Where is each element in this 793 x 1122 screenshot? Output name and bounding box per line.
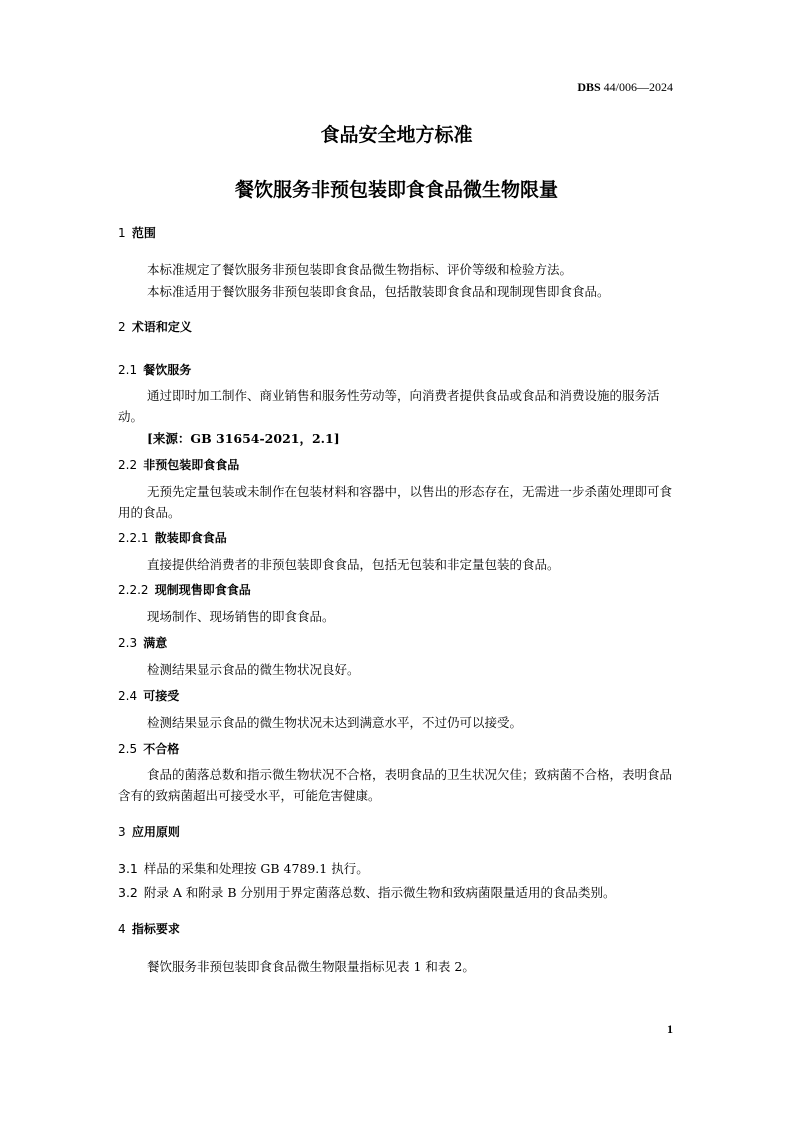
paragraph: 本标准适用于餐饮服务非预包装即食食品，包括散装即食食品和现制现售即食食品。 bbox=[147, 284, 610, 299]
page-number: 1 bbox=[667, 1022, 673, 1036]
section-number: 1 bbox=[118, 226, 126, 240]
section-number: 4 bbox=[118, 922, 126, 936]
section-title: 范围 bbox=[131, 226, 156, 240]
source-citation: [来源：GB 31654-2021，2.1] bbox=[147, 431, 340, 446]
section-title: 术语和定义 bbox=[131, 320, 192, 334]
standard-code-number: 44/006—2024 bbox=[600, 80, 673, 94]
section-number: 2 bbox=[118, 320, 126, 334]
section-number: 2.2 bbox=[118, 458, 138, 472]
section-title: 餐饮服务 bbox=[143, 363, 192, 377]
section-title: 应用原则 bbox=[131, 825, 180, 839]
section-title: 满意 bbox=[143, 636, 168, 650]
section-heading-4 bbox=[118, 920, 180, 937]
clause-text: 样品的采集和处理按 GB 4789.1 执行。 bbox=[143, 861, 369, 876]
paragraph: 餐饮服务非预包装即食食品微生物限量指标见表 1 和表 2。 bbox=[147, 959, 475, 974]
section-number: 2.4 bbox=[118, 689, 138, 703]
clause-3-2 bbox=[118, 882, 674, 903]
section-heading-2-2-1 bbox=[118, 529, 227, 546]
section-title: 指标要求 bbox=[131, 922, 180, 936]
paragraph: 检测结果显示食品的微生物状况良好。 bbox=[147, 662, 360, 677]
standard-code bbox=[577, 80, 673, 95]
section-heading-2-4 bbox=[118, 687, 179, 704]
section-heading-2-3 bbox=[118, 634, 167, 651]
section-heading-2-2 bbox=[118, 456, 239, 473]
section-heading-2 bbox=[118, 318, 192, 335]
paragraph: 无预先定量包装或未制作在包装材料和容器中，以售出的形态存在，无需进一步杀菌处理即可食用的食品。 bbox=[118, 484, 673, 520]
clause-number: 3.2 bbox=[118, 885, 138, 900]
section-number: 2.1 bbox=[118, 363, 138, 377]
section-number: 2.2.1 bbox=[118, 531, 149, 545]
section-heading-1 bbox=[118, 224, 156, 241]
section-title: 散装即食食品 bbox=[154, 531, 227, 545]
paragraph: 本标准规定了餐饮服务非预包装即食食品微生物指标、评价等级和检验方法。 bbox=[147, 262, 573, 277]
document-subtitle: 餐饮服务非预包装即食食品微生物限量 bbox=[234, 179, 558, 201]
paragraph: 直接提供给消费者的非预包装即食食品，包括无包装和非定量包装的食品。 bbox=[147, 557, 560, 572]
paragraph: 通过即时加工制作、商业销售和服务性劳动等，向消费者提供食品或食品和消费设施的服务活动。 bbox=[118, 388, 660, 424]
section-heading-2-1 bbox=[118, 361, 191, 378]
section-number: 2.5 bbox=[118, 742, 138, 756]
document-main-title: 食品安全地方标准 bbox=[320, 124, 473, 146]
section-number: 2.2.2 bbox=[118, 583, 149, 597]
section-title: 不合格 bbox=[143, 742, 180, 756]
clause-3-1 bbox=[118, 858, 674, 879]
section-title: 非预包装即食食品 bbox=[143, 458, 240, 472]
section-heading-2-5 bbox=[118, 740, 179, 757]
section-heading-2-2-2 bbox=[118, 581, 251, 598]
section-number: 2.3 bbox=[118, 636, 138, 650]
section-heading-3 bbox=[118, 823, 180, 840]
paragraph: 食品的菌落总数和指示微生物状况不合格，表明食品的卫生状况欠佳；致病菌不合格，表明食品含有的致病菌超出可接受水平，可能危害健康。 bbox=[118, 767, 673, 803]
section-number: 3 bbox=[118, 825, 126, 839]
paragraph: 现场制作、现场销售的即食食品。 bbox=[147, 609, 335, 624]
section-title: 可接受 bbox=[143, 689, 180, 703]
section-title: 现制现售即食食品 bbox=[154, 583, 251, 597]
clause-text: 附录 A 和附录 B 分别用于界定菌落总数、指示微生物和致病菌限量适用的食品类别。 bbox=[143, 885, 616, 900]
standard-code-prefix: DBS bbox=[577, 80, 601, 94]
paragraph: 检测结果显示食品的微生物状况未达到满意水平，不过仍可以接受。 bbox=[147, 715, 523, 730]
clause-number: 3.1 bbox=[118, 861, 138, 876]
